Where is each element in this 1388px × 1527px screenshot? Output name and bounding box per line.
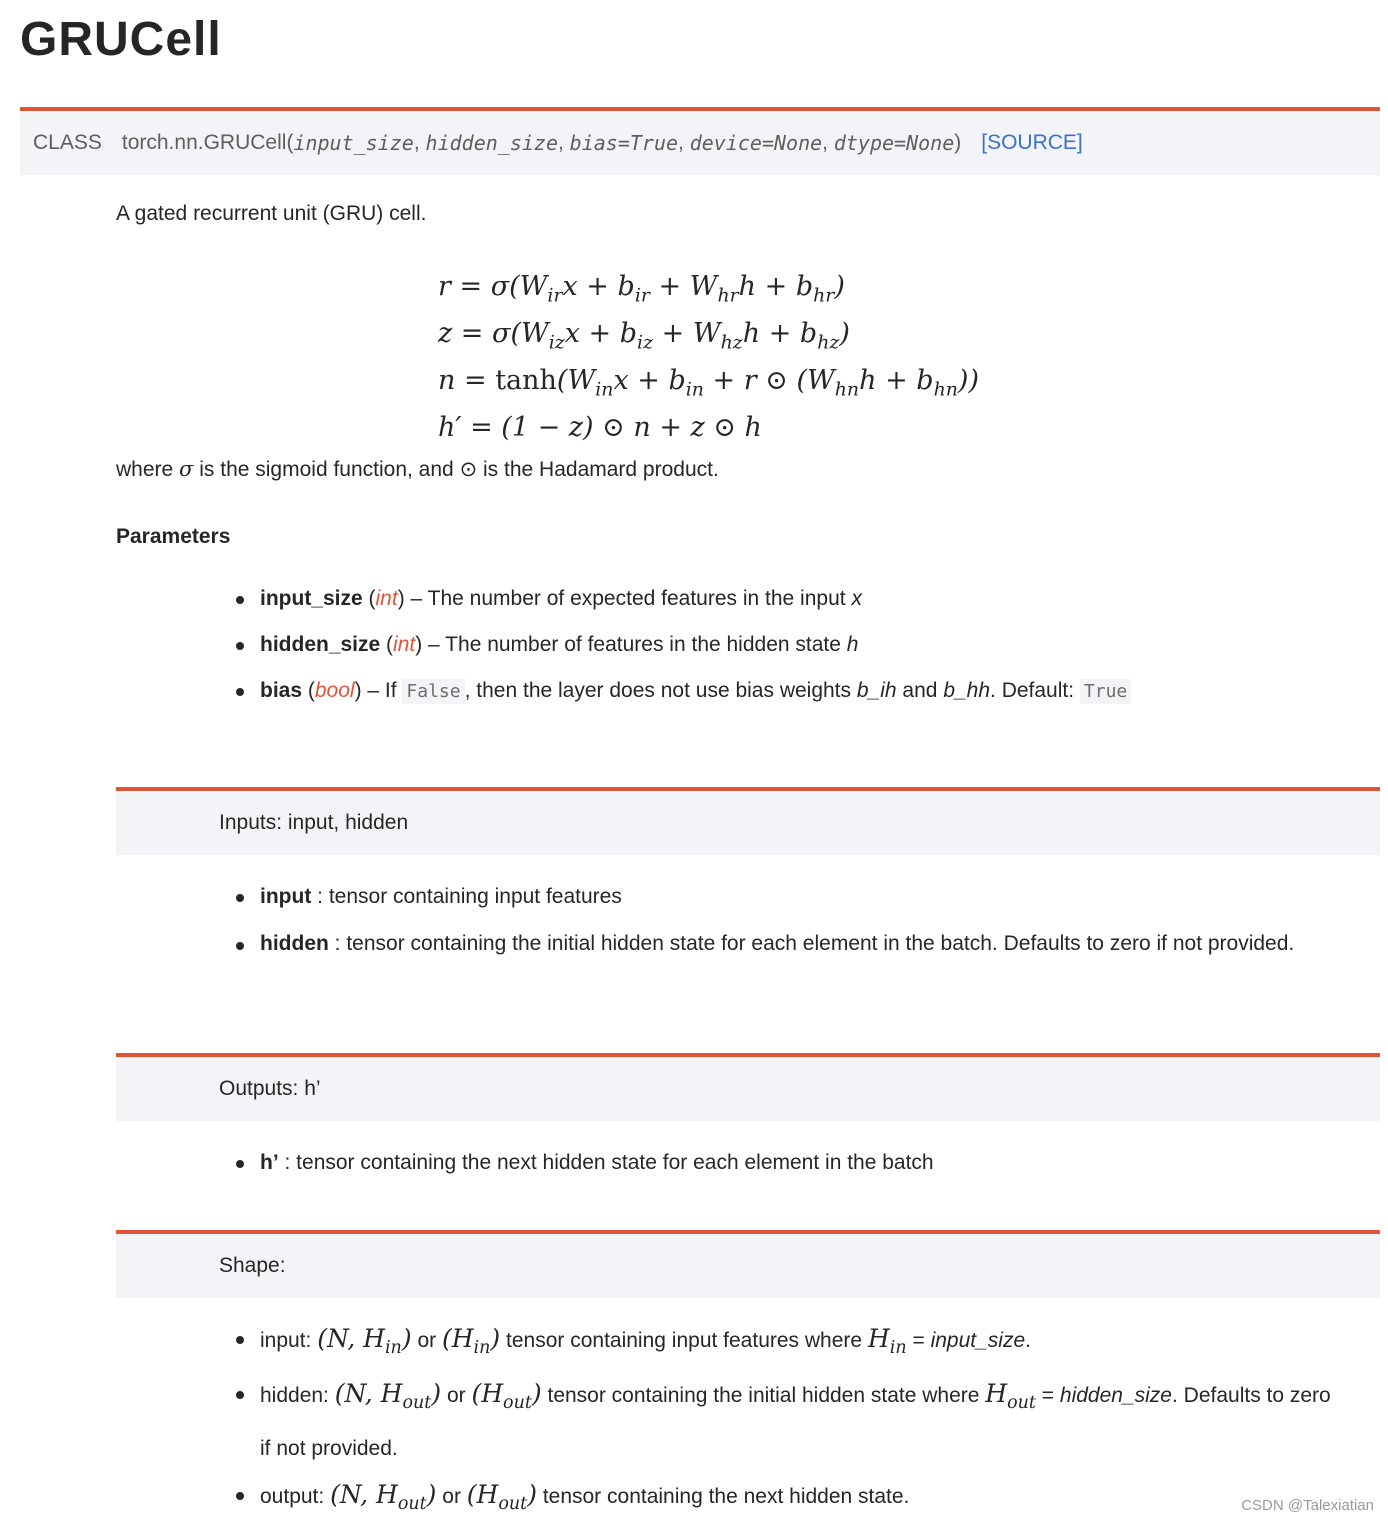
parameters-list [116, 576, 1346, 715]
text: tensor containing the initial hidden state where [547, 1384, 980, 1407]
text: where [116, 458, 174, 481]
paren: ( [286, 131, 294, 154]
text: tensor containing input features where [506, 1329, 863, 1352]
param-desc: – The number of expected features in the input [410, 587, 846, 610]
list-item [116, 1472, 1346, 1527]
math: (N, $H_{out}$) [334, 1379, 442, 1413]
param-type-link[interactable]: int [393, 633, 416, 656]
param-desc: , then the layer does not use bias weights [464, 679, 852, 702]
param-desc: – If [367, 679, 397, 702]
param-desc: – The number of features in the hidden state [428, 633, 841, 656]
list-item [116, 1371, 1346, 1472]
math: $(H_{in})$ [441, 1324, 501, 1358]
text: tensor containing the next hidden state. [542, 1485, 910, 1508]
list-item [116, 1316, 1346, 1371]
shape-list [116, 1316, 1346, 1527]
param-name: bias [260, 679, 303, 702]
list-item [116, 922, 1346, 966]
page-title: GRUCell [20, 13, 222, 66]
math: $H_{in}$ [867, 1324, 907, 1358]
equation-h: h′ = (1 − z) ⊙ n + z ⊙ h [438, 411, 762, 443]
list-item [116, 1140, 1346, 1186]
math: $(H_{out})$ [471, 1379, 542, 1413]
outputs-list [116, 1140, 1346, 1186]
param-type-link[interactable]: int [375, 587, 398, 610]
param-desc: and [902, 679, 938, 702]
class-signature: CLASS torch.nn.GRUCell ( input_size , hidden_size , bias=True , device=None , dtype=None ) [SOURCE] [20, 107, 1380, 175]
item-desc: : tensor containing input features [317, 885, 622, 908]
shape-label: hidden: [260, 1384, 329, 1407]
math: $H_{out}$ [985, 1379, 1036, 1413]
shape-heading: Shape: [116, 1230, 1380, 1298]
list-item: hidden_size (int) – The number of features in the hidden state h [116, 622, 1346, 668]
equations [438, 268, 979, 446]
param-ref: input_size [930, 1329, 1026, 1352]
text: or [442, 1485, 461, 1508]
param-name: input_size [260, 587, 363, 610]
odot-symbol: ⊙ [459, 458, 478, 481]
parameters-heading: Parameters [116, 525, 231, 548]
code-literal: True [1080, 679, 1131, 704]
math: (N, $H_{out}$) [330, 1480, 437, 1514]
source-link[interactable]: [SOURCE] [981, 131, 1083, 154]
item-name: hidden [260, 932, 329, 955]
outputs-heading: Outputs: h’ [116, 1053, 1380, 1121]
list-item: bias (bool) – If False , then the layer does not use bias weights b_ih and b_hh. Default: True [116, 668, 1346, 715]
param-var: b_hh [943, 679, 991, 702]
param-type-link[interactable]: bool [314, 679, 355, 702]
equation-n: $n = \tanh(W_{in}x + b_{in} + r$ ⊙ $(W_{hn}h + b_{hn})$) [438, 364, 979, 401]
math: (N, $H_{in}$) [317, 1324, 412, 1358]
inputs-list [116, 874, 1346, 966]
list-item: input_size (int) – The number of expected features in the input x [116, 576, 1346, 622]
item-desc: : tensor containing the initial hidden state for each element in the batch. Defaults to zero if not provided. [334, 932, 1295, 955]
param-sig: device=None [689, 131, 823, 155]
param-var: h [846, 633, 859, 656]
text: = [1041, 1384, 1055, 1407]
param-desc: . Default: [990, 679, 1075, 702]
item-name: h’ [260, 1151, 279, 1174]
param-sig: input_size [293, 131, 414, 155]
class-label: CLASS [33, 131, 102, 154]
shape-label: output: [260, 1485, 325, 1508]
text: . Defaults to zero if not provided. [260, 1384, 1331, 1460]
intro-text: A gated recurrent unit (GRU) cell. [116, 202, 427, 225]
text: . [1025, 1329, 1031, 1352]
class-name: torch.nn.GRUCell [121, 131, 287, 154]
shape-label: input: [260, 1329, 312, 1352]
text: is the sigmoid function, and [199, 458, 454, 481]
sigma-symbol: σ [179, 457, 194, 481]
where-text [116, 457, 719, 482]
text: or [446, 1384, 466, 1407]
text: or [417, 1329, 437, 1352]
list-item [116, 874, 1346, 920]
watermark: CSDN @Talexiatian [1241, 1497, 1374, 1514]
paren: ) [954, 131, 962, 154]
param-name: hidden_size [260, 633, 381, 656]
math: $(H_{out})$ [466, 1480, 537, 1514]
param-var: x [851, 587, 862, 610]
param-sig: hidden_size [425, 131, 558, 155]
param-ref: hidden_size [1059, 1384, 1172, 1407]
text: is the Hadamard product. [483, 458, 719, 481]
equation-z: $z = \sigma(W_{iz}x + b_{iz} + W_{hz}h + b_{hz})$ [438, 317, 850, 354]
equation-r: $r = \sigma(W_{ir}x + b_{ir} + W_{hr}h + b_{hr})$ [438, 271, 845, 307]
item-desc: : tensor containing the next hidden state for each element in the batch [284, 1151, 934, 1174]
item-name: input [260, 885, 312, 908]
code-literal: False [402, 679, 464, 704]
param-sig: dtype=None [833, 131, 955, 155]
text: = [912, 1329, 925, 1352]
param-sig: bias=True [569, 131, 679, 155]
inputs-heading: Inputs: input, hidden [116, 787, 1380, 855]
param-var: b_ih [856, 679, 897, 702]
